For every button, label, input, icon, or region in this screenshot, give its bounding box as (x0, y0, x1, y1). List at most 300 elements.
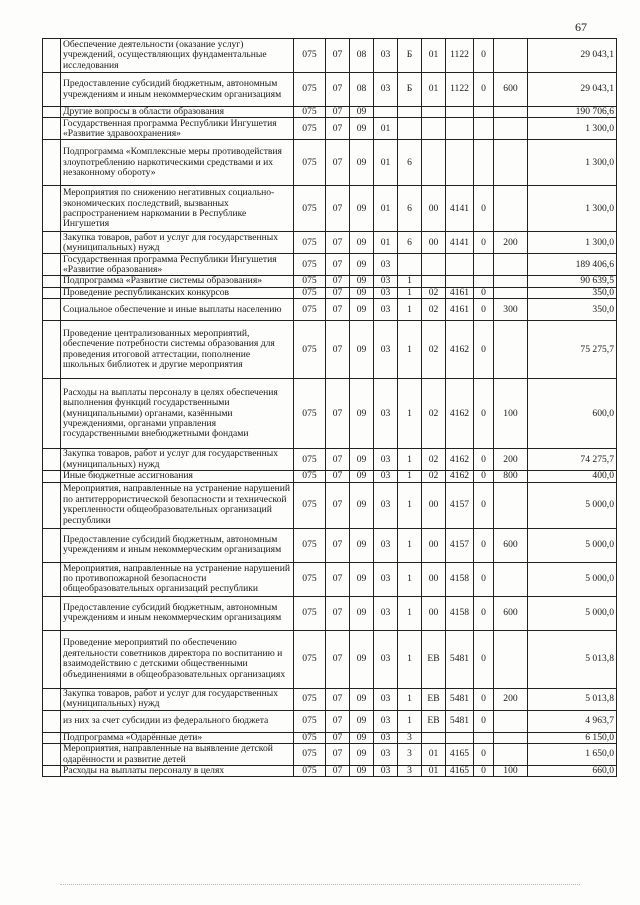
amount-cell: 1 300,0 (528, 186, 617, 232)
expense-name-cell: Проведение централизованных мероприятий, обеспечение потребности системы образования для проведения итоговой аттестации, пополнение школьных библиотек и другие мероприятия (61, 321, 294, 379)
amount-cell: 5 000,0 (528, 562, 617, 596)
table-row (43, 766, 617, 777)
code-pg-cell: 1 (398, 287, 422, 298)
code-nd-cell: 0 (474, 766, 494, 777)
code-nr-cell (446, 140, 474, 186)
table-row (43, 688, 617, 710)
code-rz-cell: 07 (326, 299, 350, 321)
code-nd-cell: 0 (474, 73, 494, 107)
code-vr-cell (494, 482, 528, 528)
table-row (43, 287, 617, 298)
expense-name-cell: Мероприятия по снижению негативных социально-экономических последствий, вызванных распространением наркомании в Республике Ингушетия (61, 186, 294, 232)
code-gr-cell: 075 (294, 186, 326, 232)
row-margin-cell (43, 73, 61, 107)
code-cs-cell: 03 (374, 630, 398, 688)
row-margin-cell (43, 118, 61, 140)
code-cs-cell: 01 (374, 118, 398, 140)
code-nd-cell (474, 118, 494, 140)
code-gr-cell: 075 (294, 107, 326, 118)
code-pg-cell: 1 (398, 321, 422, 379)
table-row (43, 710, 617, 732)
code-os-cell: 01 (422, 73, 446, 107)
code-cs-cell: 03 (374, 39, 398, 73)
expense-name-cell: Подпрограмма «Одарённые дети» (61, 732, 294, 743)
code-pg-cell: 3 (398, 732, 422, 743)
code-gr-cell: 075 (294, 118, 326, 140)
table-row (43, 321, 617, 379)
code-gr-cell: 075 (294, 140, 326, 186)
code-cs-cell: 03 (374, 528, 398, 562)
code-rz-cell: 07 (326, 471, 350, 482)
code-gr-cell: 075 (294, 299, 326, 321)
code-rz-cell: 07 (326, 287, 350, 298)
code-nd-cell (474, 732, 494, 743)
code-nr-cell: 4141 (446, 186, 474, 232)
code-pr-cell: 09 (350, 287, 374, 298)
amount-cell: 189 406,6 (528, 254, 617, 276)
code-nr-cell: 5481 (446, 710, 474, 732)
code-nr-cell: 4141 (446, 232, 474, 254)
expense-name-cell: Предоставление субсидий бюджетным, автономным учреждениям и иным некоммерческим организациям (61, 596, 294, 630)
code-pr-cell: 09 (350, 232, 374, 254)
code-vr-cell (494, 321, 528, 379)
code-os-cell (422, 118, 446, 140)
table-row (43, 471, 617, 482)
code-os-cell: ЕВ (422, 688, 446, 710)
row-margin-cell (43, 471, 61, 482)
code-os-cell: 01 (422, 39, 446, 73)
code-vr-cell: 600 (494, 528, 528, 562)
code-nr-cell: 4157 (446, 528, 474, 562)
code-nr-cell (446, 107, 474, 118)
row-margin-cell (43, 321, 61, 379)
code-cs-cell: 01 (374, 186, 398, 232)
amount-cell: 1 300,0 (528, 140, 617, 186)
expense-name-cell: Государственная программа Республики Ингушетия «Развитие здравоохранения» (61, 118, 294, 140)
code-pg-cell: 3 (398, 744, 422, 766)
code-rz-cell: 07 (326, 562, 350, 596)
code-os-cell: 00 (422, 186, 446, 232)
code-cs-cell: 03 (374, 562, 398, 596)
amount-cell: 5 000,0 (528, 528, 617, 562)
code-cs-cell: 03 (374, 287, 398, 298)
code-nr-cell (446, 276, 474, 287)
expense-name-cell: Подпрограмма «Комплексные меры противодействия злоупотреблению наркотическими средствами и их незаконному обороту» (61, 140, 294, 186)
row-margin-cell (43, 449, 61, 471)
amount-cell: 350,0 (528, 299, 617, 321)
code-nr-cell: 4158 (446, 596, 474, 630)
row-margin-cell (43, 562, 61, 596)
table-row (43, 39, 617, 73)
code-cs-cell: 01 (374, 140, 398, 186)
code-nd-cell: 0 (474, 379, 494, 449)
code-gr-cell: 075 (294, 528, 326, 562)
table-row (43, 232, 617, 254)
code-cs-cell: 03 (374, 596, 398, 630)
code-nr-cell: 4161 (446, 299, 474, 321)
code-nd-cell: 0 (474, 596, 494, 630)
code-vr-cell (494, 140, 528, 186)
code-pr-cell: 09 (350, 630, 374, 688)
code-pg-cell: 1 (398, 449, 422, 471)
code-os-cell: ЕВ (422, 630, 446, 688)
code-nr-cell (446, 732, 474, 743)
code-os-cell: 01 (422, 744, 446, 766)
code-nr-cell: 4162 (446, 321, 474, 379)
code-os-cell: 00 (422, 596, 446, 630)
code-rz-cell: 07 (326, 107, 350, 118)
code-pr-cell: 09 (350, 254, 374, 276)
code-vr-cell (494, 118, 528, 140)
amount-cell: 1 650,0 (528, 744, 617, 766)
code-vr-cell (494, 39, 528, 73)
code-cs-cell: 03 (374, 766, 398, 777)
expense-name-cell: Проведение республиканских конкурсов (61, 287, 294, 298)
code-gr-cell: 075 (294, 39, 326, 73)
code-vr-cell: 200 (494, 688, 528, 710)
row-margin-cell (43, 107, 61, 118)
code-gr-cell: 075 (294, 732, 326, 743)
expense-name-cell: Расходы на выплаты персоналу в целях обеспечения выполнения функций государственными (муниципальными) органами, казёнными учреждениями, органами управления государственными внебюджетными фондами (61, 379, 294, 449)
code-pr-cell: 09 (350, 688, 374, 710)
expense-name-cell: Обеспечение деятельности (оказание услуг) учреждений, осуществляющих фундаментальные исследования (61, 39, 294, 73)
code-nr-cell: 4158 (446, 562, 474, 596)
code-cs-cell: 03 (374, 482, 398, 528)
code-rz-cell: 07 (326, 254, 350, 276)
code-os-cell (422, 254, 446, 276)
row-margin-cell (43, 710, 61, 732)
code-nd-cell: 0 (474, 562, 494, 596)
code-os-cell: 02 (422, 379, 446, 449)
code-cs-cell: 03 (374, 471, 398, 482)
row-margin-cell (43, 630, 61, 688)
expense-name-cell: Подпрограмма «Развитие системы образования» (61, 276, 294, 287)
code-rz-cell: 07 (326, 232, 350, 254)
code-gr-cell: 075 (294, 688, 326, 710)
code-gr-cell: 075 (294, 471, 326, 482)
code-os-cell: 00 (422, 482, 446, 528)
expense-name-cell: Предоставление субсидий бюджетным, автономным учреждениям и иным некоммерческим организациям (61, 528, 294, 562)
code-rz-cell: 07 (326, 186, 350, 232)
code-gr-cell: 075 (294, 766, 326, 777)
code-nr-cell (446, 254, 474, 276)
code-nd-cell (474, 107, 494, 118)
code-vr-cell: 600 (494, 596, 528, 630)
code-pg-cell (398, 107, 422, 118)
code-vr-cell (494, 732, 528, 743)
code-rz-cell: 07 (326, 482, 350, 528)
code-cs-cell: 03 (374, 73, 398, 107)
amount-cell: 90 639,5 (528, 276, 617, 287)
code-gr-cell: 075 (294, 276, 326, 287)
code-rz-cell: 07 (326, 744, 350, 766)
code-rz-cell: 07 (326, 630, 350, 688)
code-pg-cell: 1 (398, 596, 422, 630)
code-os-cell: 02 (422, 449, 446, 471)
code-pg-cell: 1 (398, 482, 422, 528)
code-pg-cell: 6 (398, 186, 422, 232)
table-row (43, 140, 617, 186)
expense-name-cell: Мероприятия, направленные на выявление детской одарённости и развитие детей (61, 744, 294, 766)
table-row (43, 449, 617, 471)
code-rz-cell: 07 (326, 710, 350, 732)
code-rz-cell: 07 (326, 118, 350, 140)
expense-name-cell: Закупка товаров, работ и услуг для государственных (муниципальных) нужд (61, 688, 294, 710)
code-nr-cell: 5481 (446, 630, 474, 688)
code-rz-cell: 07 (326, 449, 350, 471)
code-nd-cell: 0 (474, 299, 494, 321)
code-pr-cell: 09 (350, 528, 374, 562)
code-pr-cell: 09 (350, 449, 374, 471)
code-pg-cell (398, 118, 422, 140)
code-os-cell: 00 (422, 562, 446, 596)
code-pr-cell: 09 (350, 299, 374, 321)
code-pr-cell: 09 (350, 562, 374, 596)
code-cs-cell: 03 (374, 710, 398, 732)
table-row (43, 254, 617, 276)
code-nr-cell: 4165 (446, 744, 474, 766)
expense-name-cell: Мероприятия, направленные на устранение нарушений по антитеррористической безопасности и технической укрепленности общеобразовательных организаций республики (61, 482, 294, 528)
code-pg-cell: 1 (398, 562, 422, 596)
code-pg-cell: 1 (398, 688, 422, 710)
code-nr-cell: 4157 (446, 482, 474, 528)
code-pg-cell (398, 254, 422, 276)
code-rz-cell: 07 (326, 73, 350, 107)
code-pr-cell: 09 (350, 321, 374, 379)
code-gr-cell: 075 (294, 379, 326, 449)
row-margin-cell (43, 482, 61, 528)
code-cs-cell: 03 (374, 299, 398, 321)
code-rz-cell: 07 (326, 140, 350, 186)
code-rz-cell: 07 (326, 732, 350, 743)
code-nr-cell: 4162 (446, 449, 474, 471)
code-nr-cell: 5481 (446, 688, 474, 710)
code-rz-cell: 07 (326, 528, 350, 562)
expense-name-cell: из них за счет субсидии из федерального бюджета (61, 710, 294, 732)
code-vr-cell (494, 630, 528, 688)
code-rz-cell: 07 (326, 321, 350, 379)
code-nd-cell: 0 (474, 186, 494, 232)
expense-name-cell: Иные бюджетные ассигнования (61, 471, 294, 482)
code-cs-cell: 01 (374, 232, 398, 254)
table-row (43, 482, 617, 528)
code-nd-cell (474, 254, 494, 276)
code-vr-cell (494, 744, 528, 766)
row-margin-cell (43, 254, 61, 276)
table-row (43, 379, 617, 449)
code-nd-cell: 0 (474, 39, 494, 73)
code-vr-cell: 600 (494, 73, 528, 107)
code-os-cell: ЕВ (422, 710, 446, 732)
table-row (43, 107, 617, 118)
table-row (43, 186, 617, 232)
code-os-cell (422, 276, 446, 287)
code-cs-cell: 03 (374, 688, 398, 710)
code-pg-cell: 1 (398, 528, 422, 562)
row-margin-cell (43, 596, 61, 630)
code-nd-cell: 0 (474, 471, 494, 482)
code-gr-cell: 075 (294, 73, 326, 107)
code-nd-cell (474, 140, 494, 186)
amount-cell: 1 300,0 (528, 232, 617, 254)
row-margin-cell (43, 287, 61, 298)
table-row (43, 73, 617, 107)
code-os-cell (422, 107, 446, 118)
row-margin-cell (43, 732, 61, 743)
expense-name-cell: Закупка товаров, работ и услуг для государственных (муниципальных) нужд (61, 232, 294, 254)
code-rz-cell: 07 (326, 39, 350, 73)
code-gr-cell: 075 (294, 449, 326, 471)
code-rz-cell: 07 (326, 596, 350, 630)
code-nd-cell: 0 (474, 232, 494, 254)
code-pr-cell: 09 (350, 732, 374, 743)
code-pg-cell: 1 (398, 630, 422, 688)
code-pg-cell: 1 (398, 299, 422, 321)
row-margin-cell (43, 232, 61, 254)
code-pg-cell: 6 (398, 232, 422, 254)
code-vr-cell: 200 (494, 232, 528, 254)
amount-cell: 4 963,7 (528, 710, 617, 732)
expense-name-cell: Предоставление субсидий бюджетным, автономным учреждениям и иным некоммерческим организациям (61, 73, 294, 107)
code-cs-cell: 03 (374, 449, 398, 471)
code-nr-cell: 4165 (446, 766, 474, 777)
row-margin-cell (43, 186, 61, 232)
table-row (43, 528, 617, 562)
code-pr-cell: 09 (350, 766, 374, 777)
expense-name-cell: Государственная программа Республики Ингушетия «Развитие образования» (61, 254, 294, 276)
code-pg-cell: 6 (398, 140, 422, 186)
code-nd-cell: 0 (474, 482, 494, 528)
code-cs-cell: 03 (374, 732, 398, 743)
row-margin-cell (43, 299, 61, 321)
table-row (43, 744, 617, 766)
code-pr-cell: 09 (350, 186, 374, 232)
amount-cell: 29 043,1 (528, 39, 617, 73)
code-gr-cell: 075 (294, 596, 326, 630)
code-nd-cell: 0 (474, 321, 494, 379)
code-vr-cell (494, 276, 528, 287)
expense-name-cell: Расходы на выплаты персоналу в целях (61, 766, 294, 777)
code-vr-cell (494, 562, 528, 596)
code-pr-cell: 09 (350, 471, 374, 482)
code-pg-cell: 1 (398, 710, 422, 732)
code-vr-cell: 800 (494, 471, 528, 482)
code-nd-cell: 0 (474, 744, 494, 766)
code-pg-cell: Б (398, 39, 422, 73)
table-row (43, 299, 617, 321)
code-nr-cell: 4161 (446, 287, 474, 298)
code-nd-cell: 0 (474, 449, 494, 471)
page-bottom-divider (60, 884, 580, 885)
code-gr-cell: 075 (294, 232, 326, 254)
code-cs-cell: 03 (374, 321, 398, 379)
budget-table (42, 38, 617, 777)
expense-name-cell: Социальное обеспечение и иные выплаты населению (61, 299, 294, 321)
code-os-cell: 02 (422, 321, 446, 379)
code-pg-cell: 1 (398, 471, 422, 482)
row-margin-cell (43, 744, 61, 766)
code-pg-cell: 1 (398, 379, 422, 449)
code-nd-cell: 0 (474, 528, 494, 562)
code-vr-cell (494, 107, 528, 118)
code-nd-cell: 0 (474, 710, 494, 732)
code-nd-cell (474, 276, 494, 287)
code-os-cell: 02 (422, 287, 446, 298)
code-vr-cell: 100 (494, 379, 528, 449)
code-pr-cell: 09 (350, 744, 374, 766)
code-vr-cell (494, 186, 528, 232)
amount-cell: 5 013,8 (528, 688, 617, 710)
code-pr-cell: 08 (350, 39, 374, 73)
expense-name-cell: Закупка товаров, работ и услуг для государственных (муниципальных) нужд (61, 449, 294, 471)
row-margin-cell (43, 688, 61, 710)
code-os-cell: 00 (422, 528, 446, 562)
code-os-cell: 01 (422, 766, 446, 777)
code-nd-cell: 0 (474, 630, 494, 688)
amount-cell: 29 043,1 (528, 73, 617, 107)
code-cs-cell: 03 (374, 379, 398, 449)
page-number: 67 (575, 20, 587, 34)
code-pr-cell: 09 (350, 107, 374, 118)
code-pr-cell: 09 (350, 596, 374, 630)
row-margin-cell (43, 39, 61, 73)
code-pg-cell: Б (398, 73, 422, 107)
code-pr-cell: 09 (350, 710, 374, 732)
code-cs-cell: 03 (374, 276, 398, 287)
table-row (43, 596, 617, 630)
code-pr-cell: 09 (350, 482, 374, 528)
row-margin-cell (43, 140, 61, 186)
code-pr-cell: 09 (350, 276, 374, 287)
table-row (43, 562, 617, 596)
amount-cell: 400,0 (528, 471, 617, 482)
code-pg-cell: 3 (398, 766, 422, 777)
amount-cell: 600,0 (528, 379, 617, 449)
code-nr-cell: 1122 (446, 73, 474, 107)
code-os-cell: 02 (422, 471, 446, 482)
code-gr-cell: 075 (294, 630, 326, 688)
code-rz-cell: 07 (326, 688, 350, 710)
row-margin-cell (43, 379, 61, 449)
code-pg-cell: 1 (398, 276, 422, 287)
amount-cell: 1 300,0 (528, 118, 617, 140)
row-margin-cell (43, 276, 61, 287)
code-nd-cell: 0 (474, 287, 494, 298)
amount-cell: 350,0 (528, 287, 617, 298)
code-rz-cell: 07 (326, 766, 350, 777)
code-pr-cell: 09 (350, 140, 374, 186)
table-row (43, 732, 617, 743)
code-nr-cell (446, 118, 474, 140)
code-vr-cell: 100 (494, 766, 528, 777)
code-nd-cell: 0 (474, 688, 494, 710)
code-pr-cell: 09 (350, 118, 374, 140)
code-os-cell (422, 732, 446, 743)
expense-name-cell: Другие вопросы в области образования (61, 107, 294, 118)
amount-cell: 74 275,7 (528, 449, 617, 471)
amount-cell: 75 275,7 (528, 321, 617, 379)
code-gr-cell: 075 (294, 744, 326, 766)
table-row (43, 118, 617, 140)
code-nr-cell: 1122 (446, 39, 474, 73)
code-vr-cell (494, 710, 528, 732)
code-os-cell: 02 (422, 299, 446, 321)
code-os-cell: 00 (422, 232, 446, 254)
amount-cell: 5 000,0 (528, 482, 617, 528)
expense-name-cell: Проведение мероприятий по обеспечению деятельности советников директора по воспитанию и взаимодействию с детскими общественными объединениями в общеобразовательных организациях (61, 630, 294, 688)
code-nr-cell: 4162 (446, 471, 474, 482)
code-cs-cell: 03 (374, 254, 398, 276)
